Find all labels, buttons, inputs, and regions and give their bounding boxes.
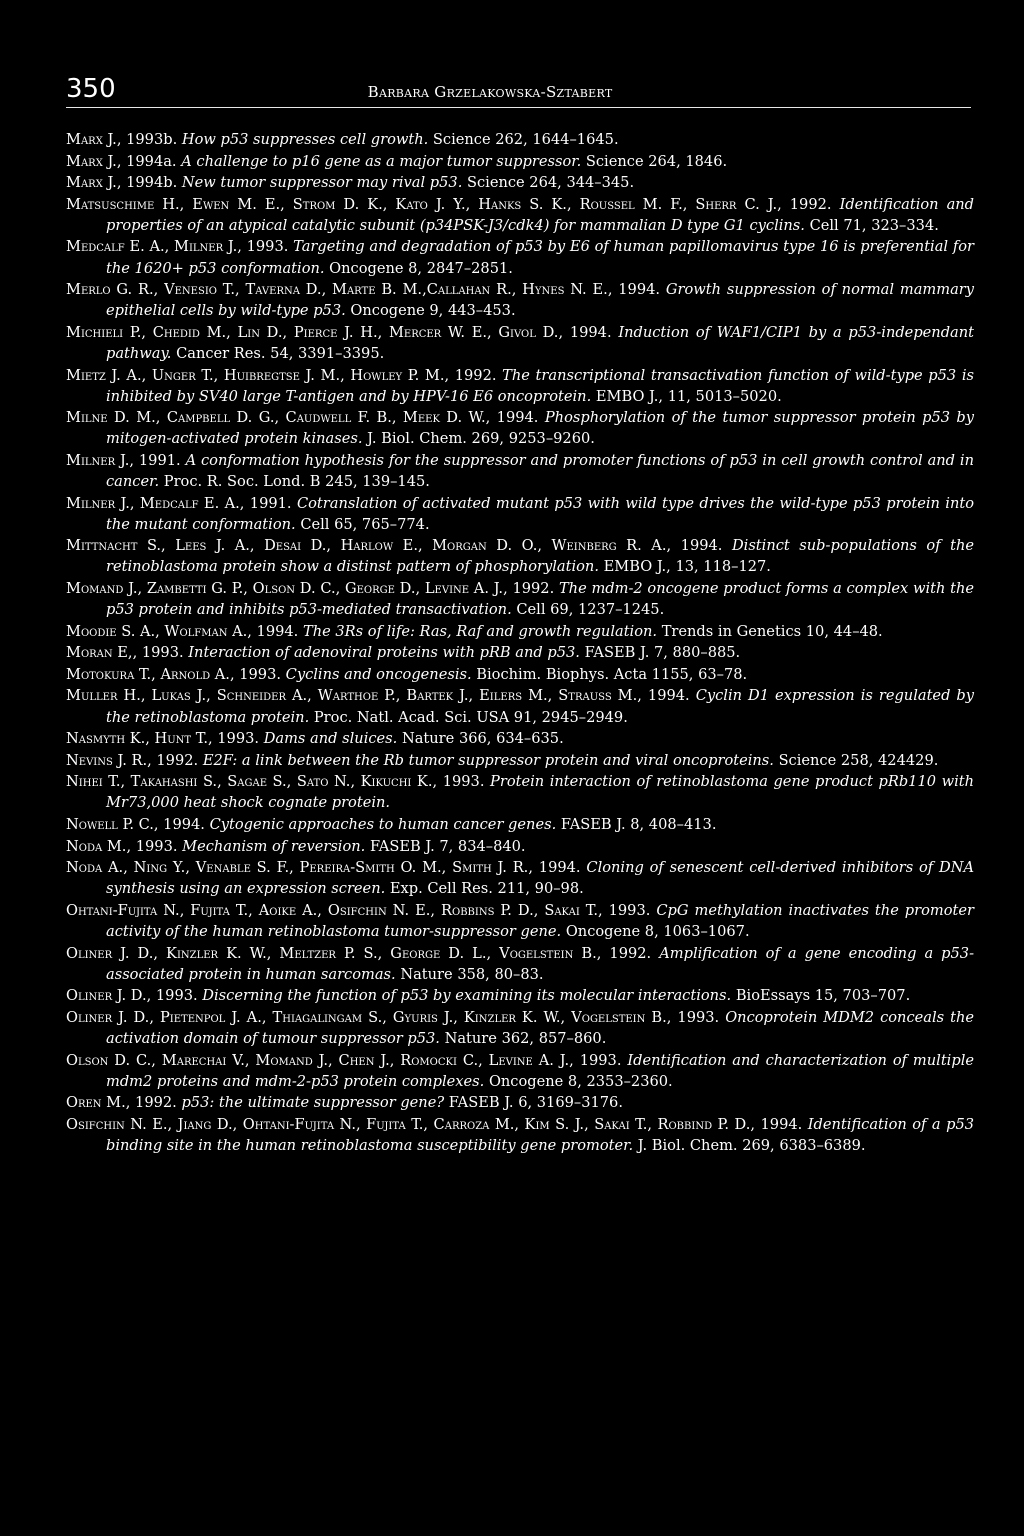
reference-authors: Medcalf E. A., Milner J. [66, 238, 238, 256]
reference-authors: Milner J. [66, 451, 130, 469]
reference-year: 1993. [608, 901, 651, 919]
reference-title: p53: the ultimate suppressor gene? [181, 1094, 445, 1112]
reference-authors: Michieli P., Chedid M., Lin D., Pierce J. H., Mercer W. E., Givol D. [66, 323, 559, 341]
reference-title: A challenge to p16 gene as a major tumor suppressor. [181, 152, 582, 170]
reference-authors: Nihei T., Takahashi S., Sagae S., Sato N., Kikuchi K. [66, 773, 433, 791]
reference-authors: Moodie S. A., Wolfman A. [66, 622, 248, 640]
reference-entry: Milner J., Medcalf E. A., 1991. Cotranslation of activated mutant p53 with wild type drives the wild-type p53 protein into the mutant conformation. Cell 65, 765–774. [66, 494, 975, 533]
reference-year: 1994. [496, 409, 539, 427]
reference-source: FASEB J. 7, 880–885. [584, 644, 741, 662]
reference-entry: Nihei T., Takahashi S., Sagae S., Sato N., Kikuchi K., 1993. Protein interaction of retinoblastoma gene product pRb110 with Mr73,000 heat shock cognate protein. [66, 773, 975, 812]
reference-authors: Mittnacht S., Lees J. A., Desai D., Harlow E., Morgan D. O., Weinberg R. A. [66, 537, 667, 555]
reference-year: 1993. [442, 773, 485, 791]
reference-year: 1993. [141, 644, 184, 662]
reference-year: 1994. [569, 323, 612, 341]
reference-title: Identification of a p53 binding site in the human retinoblastoma susceptibility gene promoter. [106, 1115, 975, 1154]
reference-authors: Milner J., Medcalf E. A. [66, 494, 240, 512]
reference-source: Proc. R. Soc. Lond. B 245, 139–145. [163, 473, 430, 490]
reference-title: Phosphorylation of the tumor suppressor protein p53 by mitogen-activated protein kinases. [106, 409, 975, 448]
reference-authors: Merlo G. R., Venesio T., Taverna D., Marte B. M.,Callahan R., Hynes N. E. [66, 281, 608, 299]
reference-entry: Moran E,, 1993. Interaction of adenoviral proteins with pRB and p53. FASEB J. 7, 880–885. [66, 644, 741, 662]
reference-source: BioEssays 15, 703–707. [735, 987, 911, 1005]
reference-authors: Momand J., Zambetti G. P., Olson D. C., George D., Levine A. J. [66, 579, 504, 597]
reference-year: 1992. [609, 944, 652, 962]
reference-entry: Michieli P., Chedid M., Lin D., Pierce J. H., Mercer W. E., Givol D., 1994. Induction of WAF1/CIP1 by a p53-independant pathway. Cancer Res. 54, 3391–3395. [66, 323, 975, 362]
reference-entry: Marx J., 1994a. A challenge to p16 gene as a major tumor suppressor. Science 264, 1846. [66, 152, 728, 170]
reference-authors: Oren M. [66, 1094, 126, 1112]
reference-authors: Moran E, [66, 644, 133, 662]
reference-year: 1994. [680, 537, 723, 555]
reference-entry: Noda A., Ning Y., Venable S. F., Pereira-Smith O. M., Smith J. R., 1994. Cloning of senescent cell-derived inhibitors of DNA synthesis using an expression screen. Exp. Cell Res. 211, 90–98. [66, 859, 975, 898]
reference-source: Science 262, 1644–1645. [432, 131, 619, 148]
reference-authors: Milne D. M., Campbell D. G., Caudwell F. B., Meek D. W. [66, 409, 486, 427]
reference-source: EMBO J., 13, 118–127. [603, 558, 771, 576]
reference-source: FASEB J. 6, 3169–3176. [448, 1094, 623, 1112]
reference-source: Oncogene 8, 2847–2851. [329, 259, 513, 277]
reference-source: J. Biol. Chem. 269, 6383–6389. [637, 1136, 866, 1154]
reference-authors: Muller H., Lukas J., Schneider A., Warthoe P., Bartek J., Eilers M., Strauss M. [66, 687, 638, 705]
reference-year: 1994a. [126, 152, 177, 170]
reference-entry: Nowell P. C., 1994. Cytogenic approaches to human cancer genes. FASEB J. 8, 408–413. [66, 816, 717, 833]
reference-authors: Marx J. [66, 131, 117, 148]
reference-year: 1994b. [126, 174, 178, 192]
reference-entry: Mittnacht S., Lees J. A., Desai D., Harlow E., Morgan D. O., Weinberg R. A., 1994. Distinct sub-populations of the retinoblastoma protein show a distinst pattern of phosphorylation. EMBO J., 13, 118–127. [66, 537, 975, 576]
reference-entry: Oliner J. D., Kinzler K. W., Meltzer P. S., George D. L., Vogelstein B., 1992. Amplification of a gene encoding a p53-associated protein in human sarcomas. Nature 358, 80–83. [66, 944, 975, 983]
reference-title: Oncoprotein MDM2 conceals the activation domain of tumour suppressor p53. [106, 1008, 975, 1047]
reference-authors: Matsuschime H., Ewen M. E., Strom D. K., Kato J. Y., Hanks S. K., Roussel M. F., Sherr C. J. [66, 195, 778, 213]
reference-title: The 3Rs of life: Ras, Raf and growth regulation. [302, 622, 658, 640]
reference-authors: Nevins J. R. [66, 751, 148, 769]
reference-year: 1993. [239, 665, 282, 683]
reference-entry: Medcalf E. A., Milner J., 1993. Targeting and degradation of p53 by E6 of human papillomavirus type 16 is preferential for the 1620+ p53 conformation. Oncogene 8, 2847–2851. [66, 238, 974, 277]
reference-title: The mdm-2 oncogene product forms a complex with the p53 protein and inhibits p53-mediated transactivation. [106, 579, 975, 619]
reference-entry: Marx J., 1994b. New tumor suppressor may rival p53. Science 264, 344–345. [66, 174, 635, 192]
reference-entry: Nasmyth K., Hunt T., 1993. Dams and sluices. Nature 366, 634–635. [66, 730, 564, 748]
reference-year: 1992. [789, 195, 832, 213]
reference-title: Cotranslation of activated mutant p53 with wild type drives the wild-type p53 protein into the mutant conformation. [106, 494, 975, 533]
reference-title: Dams and sluices. [263, 730, 398, 748]
reference-source: Cancer Res. 54, 3391–3395. [176, 344, 385, 362]
reference-source: Oncogene 9, 443–453. [350, 302, 516, 320]
reference-source: Oncogene 8, 2353–2360. [488, 1072, 673, 1090]
reference-source: Cell 71, 323–334. [809, 216, 939, 234]
reference-authors: Ohtani-Fujita N., Fujita T., Aoike A., Osifchin N. E., Robbins P. D., Sakai T. [66, 901, 598, 919]
reference-entry: Motokura T., Arnold A., 1993. Cyclins and oncogenesis. Biochim. Biophys. Acta 1155, 63–78. [66, 665, 748, 683]
reference-authors: Nasmyth K., Hunt T. [66, 730, 208, 748]
reference-source: EMBO J., 11, 5013–5020. [595, 387, 782, 405]
reference-title: Distinct sub-populations of the retinoblastoma protein show a distinst pattern of phosphorylation. [106, 537, 975, 576]
reference-year: 1993. [246, 238, 289, 256]
running-header [66, 74, 971, 108]
reference-year: 1993. [677, 1008, 720, 1026]
reference-year: 1994. [760, 1115, 803, 1133]
reference-source: Nature 366, 634–635. [401, 730, 564, 748]
reference-entry: Milne D. M., Campbell D. G., Caudwell F. B., Meek D. W., 1994. Phosphorylation of the tumor suppressor protein p53 by mitogen-activated protein kinases. J. Biol. Chem. 269, 9253–9260. [66, 409, 975, 448]
reference-title: Cytogenic approaches to human cancer genes. [209, 816, 557, 833]
reference-source: Biochim. Biophys. Acta 1155, 63–78. [476, 665, 748, 683]
reference-title: Cyclin D1 expression is regulated by the retinoblastoma protein. [106, 687, 975, 726]
reference-title: Targeting and degradation of p53 by E6 of human papillomavirus type 16 is preferential for the 1620+ p53 conformation. [106, 238, 974, 277]
reference-entry: Nevins J. R., 1992. E2F: a link between the Rb tumor suppressor protein and viral oncoproteins. Science 258, 424429. [66, 751, 939, 769]
reference-title: Interaction of adenoviral proteins with pRB and p53. [188, 644, 580, 662]
reference-entry: Olson D. C., Marechai V., Momand J., Chen J., Romocki C., Levine A. J., 1993. Identification and characterization of multiple mdm2 proteins and mdm-2-p53 protein complexes. Oncogene 8, 2353–2360. [66, 1051, 974, 1090]
reference-entry: Ohtani-Fujita N., Fujita T., Aoike A., Osifchin N. E., Robbins P. D., Sakai T., 1993. CpG methylation inactivates the promoter activity of the human retinoblastoma tumor-suppressor gene. Oncogene 8, 1063–1067. [66, 901, 975, 940]
reference-title: E2F: a link between the Rb tumor suppressor protein and viral oncoproteins. [202, 751, 774, 769]
reference-title: Identification and characterization of multiple mdm2 proteins and mdm-2-p53 protein complexes. [106, 1051, 974, 1090]
reference-year: 1992. [512, 579, 555, 597]
reference-year: 1994. [647, 687, 690, 705]
reference-year: 1994. [618, 281, 661, 299]
reference-source: Trends in Genetics 10, 44–48. [661, 622, 883, 640]
reference-title: Amplification of a gene encoding a p53-associated protein in human sarcomas. [106, 944, 975, 983]
reference-year: 1991. [249, 494, 292, 512]
reference-source: Nature 358, 80–83. [400, 965, 544, 983]
reference-source: Cell 69, 1237–1245. [516, 601, 665, 619]
reference-year: 1994. [256, 622, 299, 640]
reference-title: Cyclins and oncogenesis. [285, 665, 472, 683]
reference-source: J. Biol. Chem. 269, 9253–9260. [367, 430, 595, 448]
reference-year: 1992. [156, 751, 199, 769]
reference-year: 1993. [579, 1051, 622, 1069]
reference-title: Identification and properties of an atypical catalytic subunit (p34PSK-J3/cdk4) for mammalian D type G1 cyclins. [106, 195, 975, 234]
reference-year: 1993. [135, 837, 178, 855]
reference-title: Growth suppression of normal mammary epithelial cells by wild-type p53. [106, 281, 974, 320]
reference-entry: Oren M., 1992. p53: the ultimate suppressor gene? FASEB J. 6, 3169–3176. [66, 1094, 623, 1112]
reference-entry: Oliner J. D., 1993. Discerning the function of p53 by examining its molecular interactions. BioEssays 15, 703–707. [66, 987, 911, 1005]
reference-authors: Motokura T., Arnold A. [66, 665, 230, 683]
reference-title: The transcriptional transactivation function of wild-type p53 is inhibited by SV40 large T-antigen and by HPV-16 E6 oncoprotein. [106, 366, 974, 405]
reference-title: How p53 suppresses cell growth. [181, 131, 429, 148]
reference-entry: Noda M., 1993. Mechanism of reversion. FASEB J. 7, 834–840. [66, 837, 526, 855]
reference-title: Cloning of senescent cell-derived inhibitors of DNA synthesis using an expression screen. [106, 859, 975, 898]
reference-year: 1993. [217, 730, 260, 748]
reference-entry: Marx J., 1993b. How p53 suppresses cell growth. Science 262, 1644–1645. [66, 131, 619, 148]
reference-authors: Osifchin N. E., Jiang D., Ohtani-Fujita N., Fujita T., Carroza M., Kim S. J., Sakai T., Robbind P. D. [66, 1115, 751, 1133]
reference-authors: Noda M. [66, 837, 127, 855]
reference-authors: Mietz J. A., Unger T., Huibregtse J. M., Howley P. M. [66, 366, 445, 384]
reference-year: 1993b. [126, 131, 178, 148]
reference-entry: Oliner J. D., Pietenpol J. A., Thiagalingam S., Gyuris J., Kinzler K. W., Vogelstein B., 1993. Oncoprotein MDM2 conceals the activation domain of tumour suppressor p53. Nature 362, 857–860. [66, 1008, 975, 1047]
reference-source: Cell 65, 765–774. [300, 515, 430, 533]
reference-source: Nature 362, 857–860. [444, 1029, 607, 1047]
reference-source: Science 264, 1846. [585, 152, 728, 170]
reference-year: 1992. [454, 366, 497, 384]
reference-entry: Muller H., Lukas J., Schneider A., Warthoe P., Bartek J., Eilers M., Strauss M., 1994. Cyclin D1 expression is regulated by the retinoblastoma protein. Proc. Natl. Acad. Sci. USA 91, 2945–2949. [66, 687, 975, 726]
reference-authors: Oliner J. D., Pietenpol J. A., Thiagalingam S., Gyuris J., Kinzler K. W., Vogelstein B. [66, 1008, 667, 1026]
reference-title: Discerning the function of p53 by examining its molecular interactions. [202, 987, 732, 1005]
reference-title: Mechanism of reversion. [182, 837, 366, 855]
reference-entry: Matsuschime H., Ewen M. E., Strom D. K., Kato J. Y., Hanks S. K., Roussel M. F., Sherr C. J., 1992. Identification and properties of an atypical catalytic subunit (p34PSK-J3/cdk4) for mammalian D type G1 cyclins. Cell 71, 323–334. [66, 195, 975, 234]
reference-source: Exp. Cell Res. 211, 90–98. [389, 880, 584, 898]
page-number: 350 [66, 74, 116, 104]
reference-authors: Oliner J. D., Kinzler K. W., Meltzer P. S., George D. L., Vogelstein B. [66, 944, 597, 962]
running-author: Barbara Grzelakowska-Sztabert [367, 83, 613, 101]
reference-title: Protein interaction of retinoblastoma gene product pRb110 with Mr73,000 heat shock cognate protein. [106, 773, 975, 812]
reference-year: 1991. [138, 451, 181, 469]
reference-title: New tumor suppressor may rival p53. [181, 174, 463, 192]
reference-source: Science 264, 344–345. [466, 174, 635, 192]
reference-title: CpG methylation inactivates the promoter activity of the human retinoblastoma tumor-suppressor gene. [106, 901, 975, 940]
reference-entry: Osifchin N. E., Jiang D., Ohtani-Fujita N., Fujita T., Carroza M., Kim S. J., Sakai T., Robbind P. D., 1994. Identification of a p53 binding site in the human retinoblastoma susceptibility gene promoter. J. Biol. Chem. 269, 6383–6389. [66, 1115, 975, 1154]
reference-authors: Marx J. [66, 152, 117, 170]
reference-source: Proc. Natl. Acad. Sci. USA 91, 2945–2949. [313, 708, 628, 726]
reference-source: FASEB J. 8, 408–413. [560, 816, 717, 833]
reference-source: FASEB J. 7, 834–840. [369, 837, 526, 855]
reference-entry: Moodie S. A., Wolfman A., 1994. The 3Rs of life: Ras, Raf and growth regulation. Trends in Genetics 10, 44–48. [66, 622, 883, 640]
reference-list [66, 129, 974, 1157]
reference-entry: Momand J., Zambetti G. P., Olson D. C., George D., Levine A. J., 1992. The mdm-2 oncogene product forms a complex with the p53 protein and inhibits p53-mediated transactivation. Cell 69, 1237–1245. [66, 579, 975, 619]
reference-authors: Marx J. [66, 174, 117, 192]
reference-year: 1992. [135, 1094, 177, 1112]
reference-title: Induction of WAF1/CIP1 by a p53-independant pathway. [106, 323, 975, 362]
reference-title: A conformation hypothesis for the suppressor and promoter functions of p53 in cell growth control and in cancer. [106, 451, 974, 490]
reference-year: 1993. [155, 987, 198, 1005]
reference-year: 1994. [163, 816, 205, 833]
reference-authors: Noda A., Ning Y., Venable S. F., Pereira-Smith O. M., Smith J. R. [66, 859, 529, 877]
reference-entry: Milner J., 1991. A conformation hypothesis for the suppressor and promoter functions of p53 in cell growth control and in cancer. Proc. R. Soc. Lond. B 245, 139–145. [66, 451, 974, 490]
reference-entry: Merlo G. R., Venesio T., Taverna D., Marte B. M.,Callahan R., Hynes N. E., 1994. Growth suppression of normal mammary epithelial cells by wild-type p53. Oncogene 9, 443–453. [66, 281, 974, 320]
reference-source: Oncogene 8, 1063–1067. [565, 922, 750, 940]
reference-authors: Nowell P. C. [66, 816, 154, 833]
reference-source: Science 258, 424429. [778, 751, 939, 769]
reference-year: 1994. [538, 859, 581, 877]
reference-entry: Mietz J. A., Unger T., Huibregtse J. M., Howley P. M., 1992. The transcriptional transactivation function of wild-type p53 is inhibited by SV40 large T-antigen and by HPV-16 E6 oncoprotein. EMBO J., 11, 5013–5020. [66, 366, 974, 405]
reference-authors: Olson D. C., Marechai V., Momand J., Chen J., Romocki C., Levine A. J. [66, 1051, 570, 1069]
reference-authors: Oliner J. D. [66, 987, 147, 1005]
